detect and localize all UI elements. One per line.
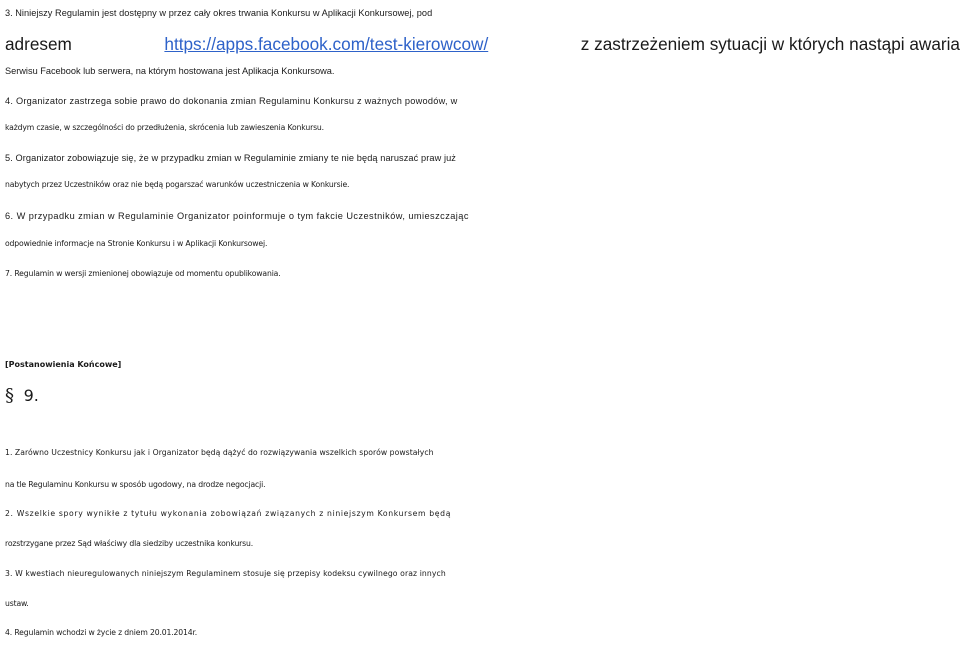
final-3-line-1: 3. W kwestiach nieuregulowanych niniejszym Regulaminem stosuje się przepisy kodeksu cywilnego oraz innych bbox=[5, 569, 446, 578]
final-1-line-2: na tle Regulaminu Konkursu w sposób ugodowy, na drodze negocjacji. bbox=[5, 480, 266, 489]
paragraph-3-line-3: Serwisu Facebook lub serwera, na którym hostowana jest Aplikacja Konkursowa. bbox=[5, 66, 335, 76]
final-1-line-1: 1. Zarówno Uczestnicy Konkursu jak i Organizator będą dążyć do rozwiązywania wszelkich sporów powstałych bbox=[5, 448, 434, 457]
paragraph-5-line-1: 5. Organizator zobowiązuje się, że w przypadku zmian w Regulaminie zmiany te nie będą naruszać praw już bbox=[5, 153, 457, 163]
final-2-line-1: 2. Wszelkie spory wynikłe z tytułu wykonania zobowiązań związanych z niniejszym Konkursem będą bbox=[5, 509, 452, 518]
final-2-line-2: rozstrzygane przez Sąd właściwy dla siedziby uczestnika konkursu. bbox=[5, 539, 254, 548]
paragraph-3-line-2 bbox=[5, 31, 960, 57]
paragraph-4-line-1: 4. Organizator zastrzega sobie prawo do dokonania zmian Regulaminu Konkursu z ważnych powodów, w bbox=[5, 96, 458, 106]
paragraph-5-line-2: nabytych przez Uczestników oraz nie będą pogarszać warunków uczestniczenia w Konkursie. bbox=[5, 180, 350, 189]
paragraph-3-line-1 bbox=[5, 0, 960, 26]
paragraph-6-line-1: 6. W przypadku zmian w Regulaminie Organizator poinformuje o tym fakcie Uczestników, umieszczając bbox=[5, 211, 469, 221]
final-3-line-2: ustaw. bbox=[5, 599, 29, 608]
paragraph-3-number: 3. bbox=[5, 8, 13, 18]
section-heading: [Postanowienia Końcowe] bbox=[5, 360, 122, 369]
section-number: 9. bbox=[23, 386, 39, 405]
paragraph-6-line-2: odpowiednie informacje na Stronie Konkursu i w Aplikacji Konkursowej. bbox=[5, 239, 268, 248]
section-symbol-icon: § bbox=[5, 385, 14, 406]
contest-app-link[interactable]: https://apps.facebook.com/test-kierowcow/ bbox=[164, 34, 489, 54]
paragraph-7-line-1: 7. Regulamin w wersji zmienionej obowiązuje od momentu opublikowania. bbox=[5, 269, 281, 278]
section-number-line bbox=[5, 383, 960, 412]
final-4-line-1: 4. Regulamin wchodzi w życie z dniem 20.01.2014r. bbox=[5, 628, 198, 637]
paragraph-4-line-2: każdym czasie, w szczególności do przedłużenia, skrócenia lub zawieszenia Konkursu. bbox=[5, 123, 324, 132]
paragraph-3-text: Niniejszy Regulamin jest dostępny w przez cały okres trwania Konkursu w Aplikacji Konkursowej, pod bbox=[15, 8, 433, 18]
paragraph-3-adresem: adresem bbox=[5, 34, 72, 54]
paragraph-3-caveat: z zastrzeżeniem sytuacji w których nastąpi awaria bbox=[580, 34, 960, 54]
